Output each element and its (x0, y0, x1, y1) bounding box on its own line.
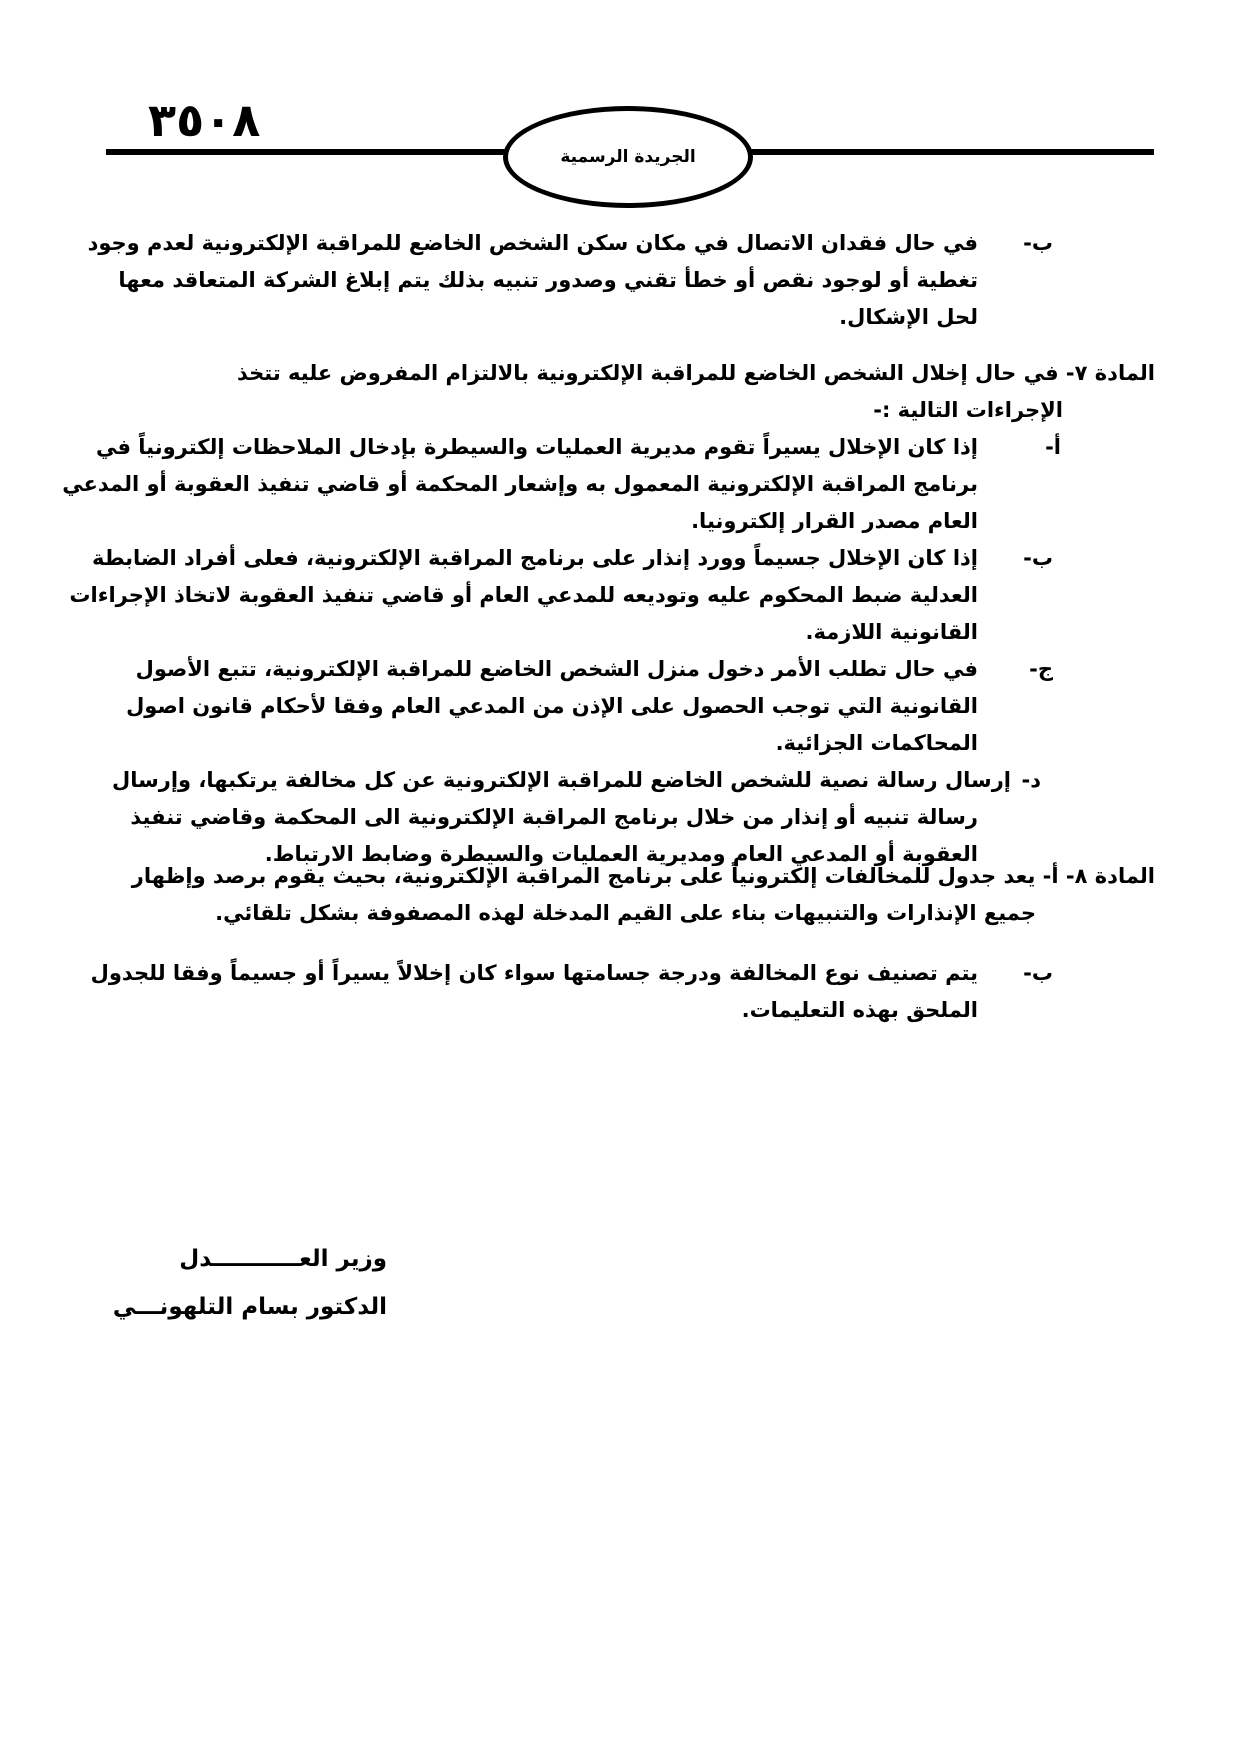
paragraph (87, 225, 978, 336)
text-line: المحاكمات الجزائية. (775, 731, 978, 755)
paragraph (111, 762, 1011, 873)
signature-name: الدكتور بسام التلهونـــي (112, 1294, 387, 1320)
item-marker: أ- (1045, 435, 1061, 459)
text-line: الملحق بهذه التعليمات. (741, 998, 978, 1022)
text-line: في حال فقدان الاتصال في مكان سكن الشخص الخاضع للمراقبة الإلكترونية لعدم وجود (87, 231, 978, 255)
text-line: إذا كان الإخلال جسيماً وورد إنذار على برنامج المراقبة الإلكترونية، فعلى أفراد الضابطة (91, 546, 978, 570)
text-line: إرسال رسالة نصية للشخص الخاضع للمراقبة الإلكترونية عن كل مخالفة يرتكبها، وإرسال (111, 768, 1011, 792)
gazette-title-ellipse (503, 106, 753, 208)
page-number: ٣٥٠٨ (148, 93, 261, 147)
text-line: رسالة تنبيه أو إنذار من خلال برنامج المراقبة الإلكترونية الى المحكمة وقاضي تنفيذ (130, 805, 978, 829)
item-marker: ب- (1023, 546, 1053, 570)
text-line: القانونية التي توجب الحصول على الإذن من المدعي العام وفقا لأحكام قانون اصول (126, 694, 978, 718)
paragraph (126, 651, 978, 762)
paragraph (62, 429, 978, 540)
item-marker: ج- (1029, 657, 1053, 681)
text-line: إذا كان الإخلال يسيراً تقوم مديرية العمليات والسيطرة بإدخال الملاحظات إلكترونياً في (95, 435, 978, 459)
text-line: القانونية اللازمة. (805, 620, 978, 644)
text-line: في حال تطلب الأمر دخول منزل الشخص الخاضع للمراقبة الإلكترونية، تتبع الأصول (135, 657, 978, 681)
item-marker: ب- (1023, 961, 1053, 985)
article-heading-cont: جميع الإنذارات والتنبيهات بناء على القيم المدخلة لهذه المصفوفة بشكل تلقائي. (215, 901, 1036, 925)
item-marker: د- (1021, 768, 1041, 792)
article-heading-cont: الإجراءات التالية :- (873, 398, 1063, 422)
text-line: تغطية أو لوجود نقص أو خطأ تقني وصدور تنبيه بذلك يتم إبلاغ الشركة المتعاقد معها (118, 268, 978, 292)
text-line: العقوبة أو المدعي العام ومديرية العمليات والسيطرة وضابط الارتباط. (264, 842, 978, 866)
text-line: يتم تصنيف نوع المخالفة ودرجة جسامتها سواء كان إخلالاً يسيراً أو جسيماً وفقا للجدول (90, 961, 978, 985)
text-line: لحل الإشكال. (839, 305, 978, 329)
text-line: العدلية ضبط المحكوم عليه وتوديعه للمدعي العام أو قاضي تنفيذ العقوبة لاتخاذ الإجراءات (69, 583, 978, 607)
header-rule-right (744, 149, 1154, 155)
gazette-title: الجريدة الرسمية (560, 147, 696, 167)
item-marker: ب- (1023, 231, 1053, 255)
header-rule-left (106, 149, 506, 155)
text-line: العام مصدر القرار إلكترونيا. (691, 509, 978, 533)
paragraph (69, 540, 978, 651)
article-heading: المادة ٧- في حال إخلال الشخص الخاضع للمراقبة الإلكترونية بالالتزام المفروض عليه تتخذ (236, 361, 1155, 385)
signature-title: وزير العـــــــــــدل (179, 1246, 387, 1272)
text-line: برنامج المراقبة الإلكترونية المعمول به وإشعار المحكمة أو قاضي تنفيذ العقوبة أو المدعي (62, 472, 978, 496)
paragraph (90, 955, 978, 1029)
article-heading: المادة ٨- أ- يعد جدول للمخالفات إلكترونياً على برنامج المراقبة الإلكترونية، بحيث يقوم برصد وإظهار (131, 864, 1155, 888)
